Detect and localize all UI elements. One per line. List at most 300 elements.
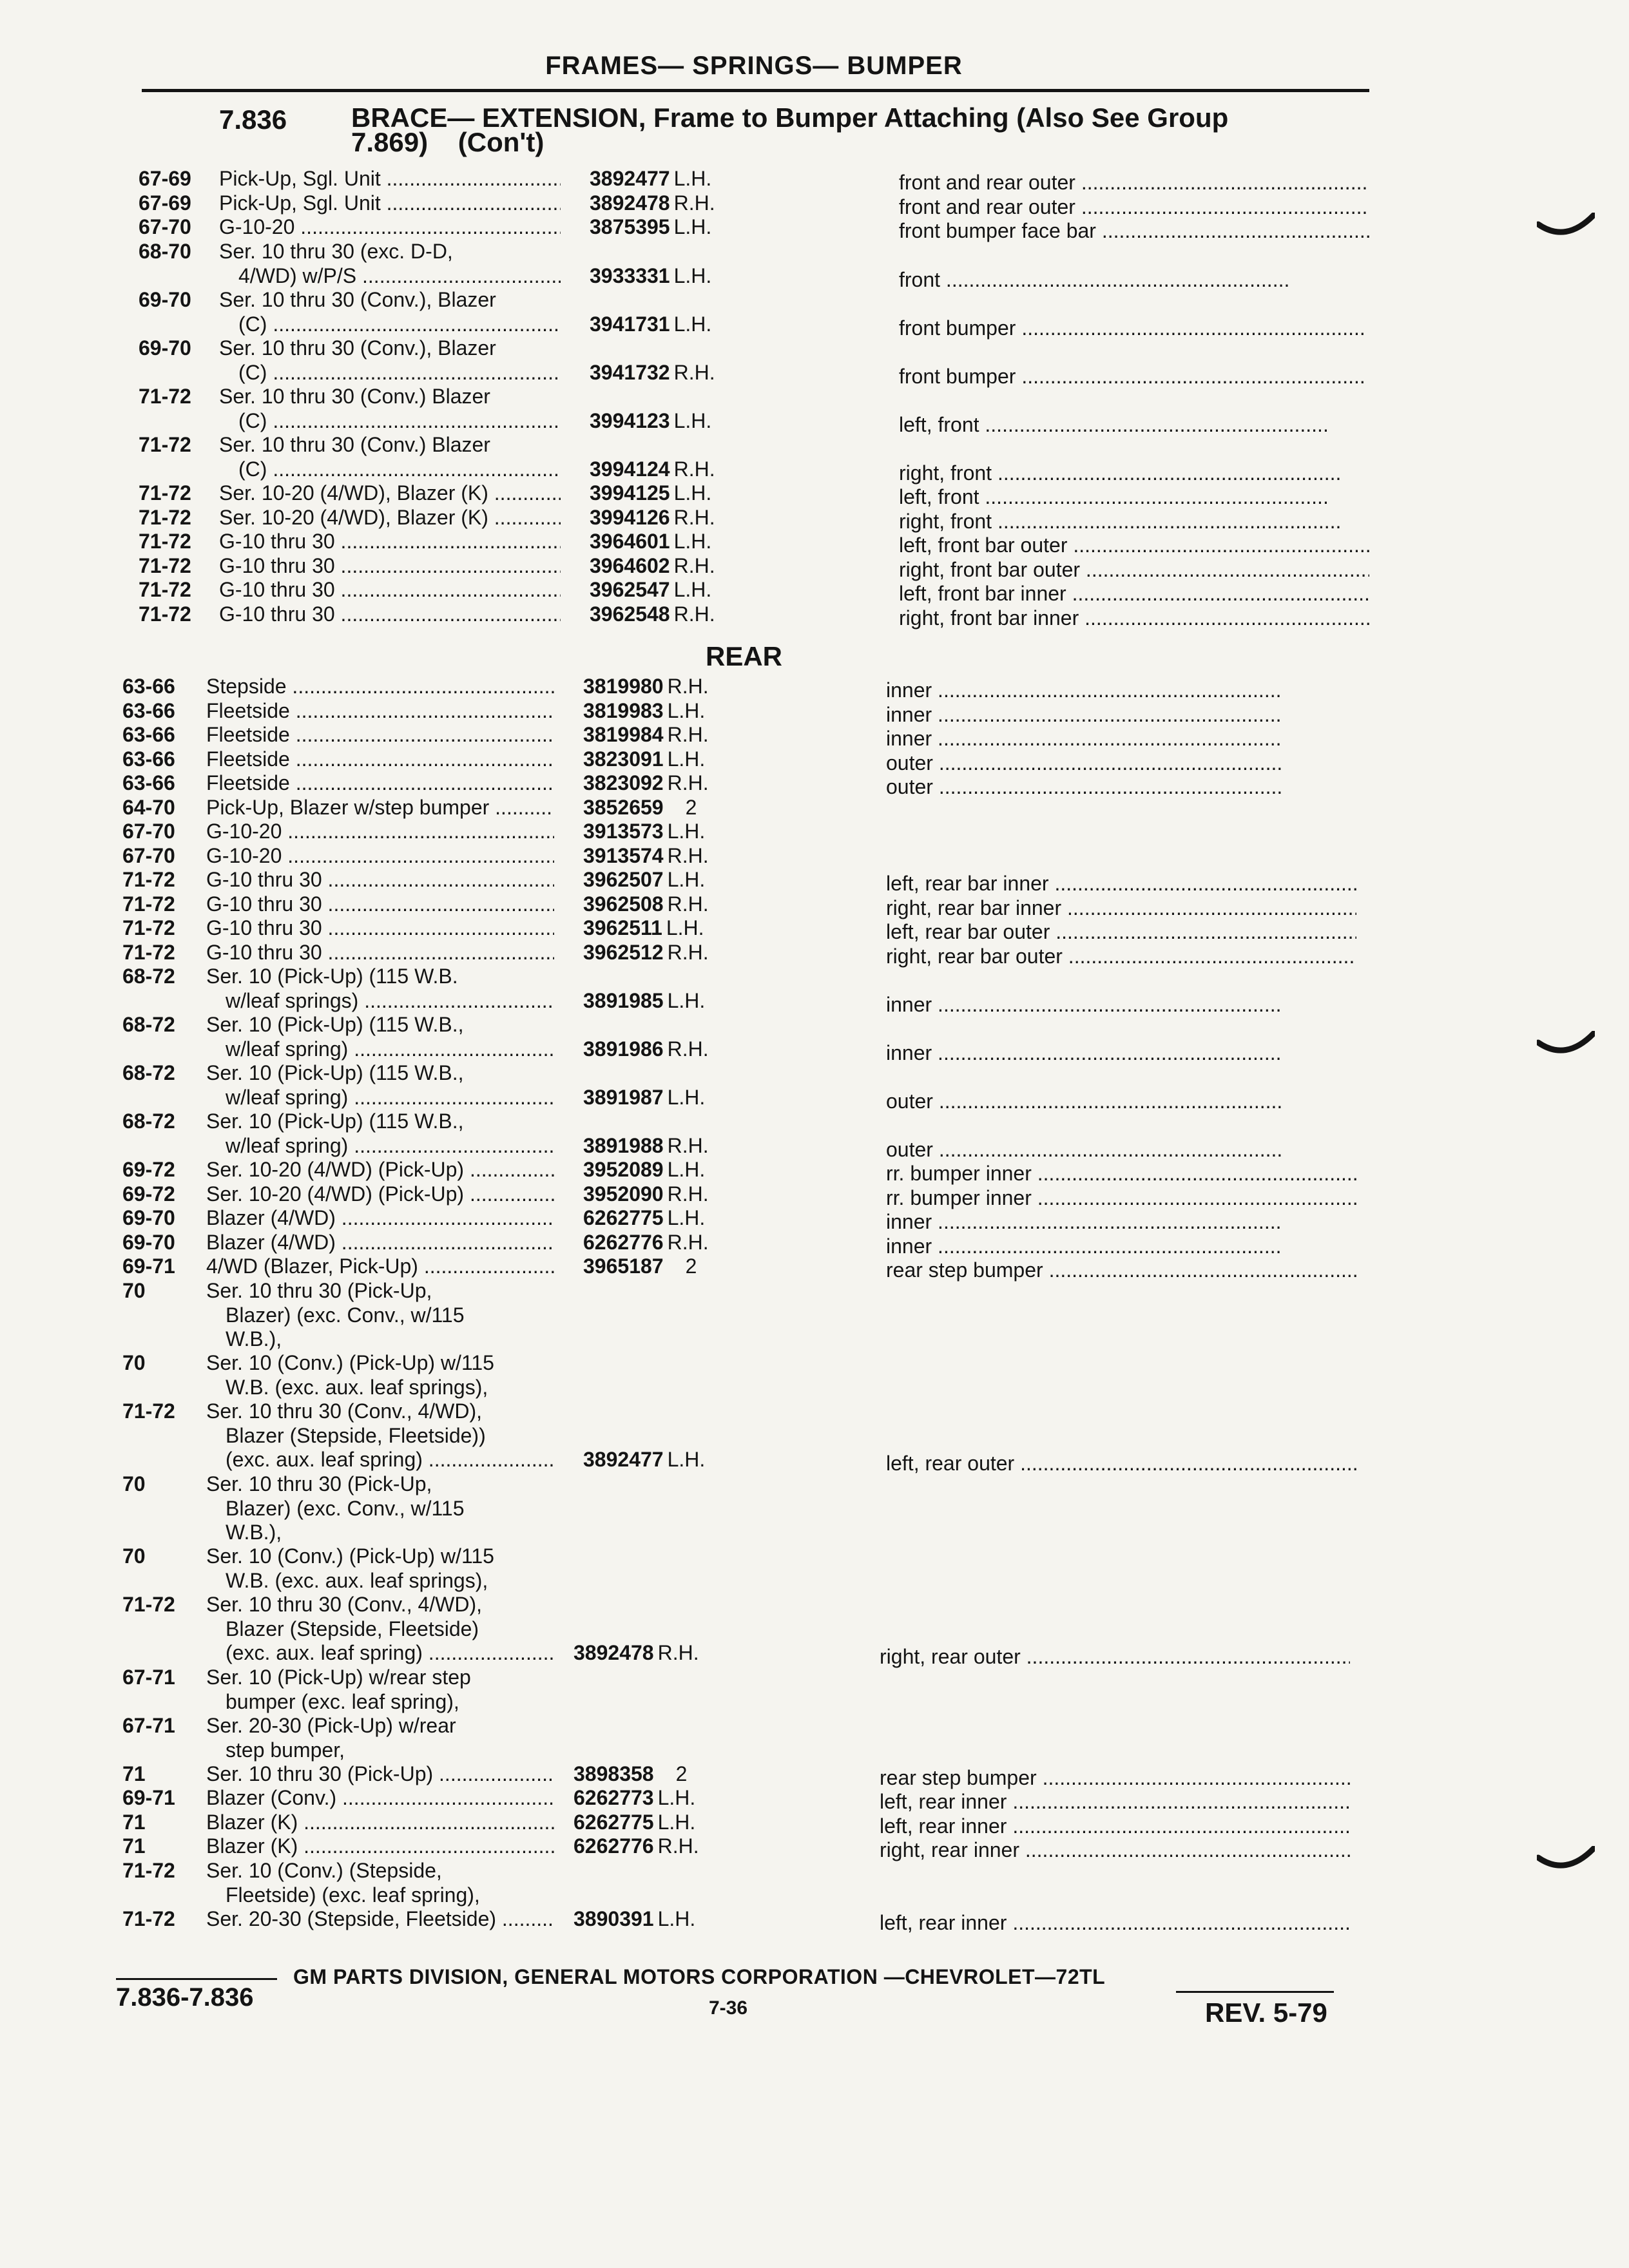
application-description: Ser. 10 (Pick-Up) (115 W.B., [206, 1013, 464, 1036]
part-number-value: 3852659 [583, 796, 664, 819]
side-or-quantity: L.H. [667, 1448, 706, 1471]
part-number-value: 3964602 [590, 554, 670, 577]
side-or-quantity: L.H. [667, 1085, 706, 1109]
application-description: bumper (exc. leaf spring), [226, 1689, 459, 1713]
position-note: front bumper face bar ..... [899, 218, 1369, 243]
part-number-value: 3823091 [583, 747, 664, 771]
part-number [590, 191, 715, 215]
section-title-line1: BRACE— EXTENSION, Frame to Bumper Attaching (Also See Group [351, 102, 1229, 133]
part-number [590, 312, 711, 336]
model-years: 69-70 [139, 336, 191, 360]
model-years: 71-72 [122, 1399, 175, 1423]
side-or-quantity: L.H. [657, 1786, 696, 1809]
application-description: Fleetside ..... [206, 747, 554, 771]
side-or-quantity: 2 [685, 1254, 697, 1278]
application-description: Blazer (K) ..... [206, 1810, 554, 1834]
application-description: Ser. 10 thru 30 (Conv., 4/WD), [206, 1399, 483, 1423]
part-number-value: 3819980 [583, 675, 664, 698]
model-years: 68-72 [122, 1110, 175, 1133]
part-number-value: 3898358 [574, 1762, 654, 1785]
model-years: 69-72 [122, 1158, 175, 1181]
position-note: front bumper ..... [899, 364, 1369, 389]
position-note: front and rear outer ..... [899, 195, 1369, 219]
part-number [583, 1206, 705, 1230]
part-number [590, 408, 711, 433]
part-number-value: 3994125 [590, 481, 670, 505]
position-note: left, rear bar inner ..... [886, 871, 1356, 896]
model-years: 67-69 [139, 167, 191, 190]
model-years: 71-72 [122, 868, 175, 891]
part-number-value: 3913573 [583, 820, 664, 843]
position-note: front ..... [899, 267, 1369, 292]
application-description: G-10 thru 30 ..... [219, 577, 561, 602]
application-description: Blazer) (exc. Conv., w/115 [226, 1303, 465, 1327]
side-or-quantity: L.H. [667, 699, 706, 722]
model-years: 71-72 [122, 941, 175, 964]
application-description: Ser. 10 thru 30 (Conv., 4/WD), [206, 1593, 483, 1616]
side-or-quantity: R.H. [667, 1133, 709, 1157]
model-years: 71-72 [122, 1593, 175, 1616]
application-description: (C) ..... [238, 360, 561, 385]
position-note: right, rear bar inner ..... [886, 896, 1356, 920]
model-years: 71-72 [139, 554, 191, 577]
part-number [590, 602, 715, 626]
part-number-value: 3962511 [583, 916, 662, 939]
side-or-quantity: 2 [685, 796, 697, 819]
model-years: 69-70 [139, 288, 191, 311]
application-description: Fleetside) (exc. leaf spring), [226, 1883, 480, 1907]
application-description: step bumper, [226, 1738, 345, 1762]
position-note: left, rear inner ..... [880, 1910, 1350, 1935]
position-note: left, front ..... [899, 485, 1369, 509]
application-description: G-10-20 ..... [206, 819, 554, 843]
part-number-value: 3962547 [590, 578, 670, 601]
side-or-quantity: R.H. [667, 844, 709, 867]
model-years: 68-72 [122, 965, 175, 988]
side-or-quantity: L.H. [667, 1158, 706, 1181]
part-number [590, 577, 711, 602]
part-number [583, 988, 705, 1013]
section-number: 7.836 [219, 104, 287, 135]
model-years: 68-70 [139, 240, 191, 263]
model-years: 71-72 [139, 385, 191, 408]
model-years: 71 [122, 1762, 146, 1785]
application-description: Ser. 10 thru 30 (Conv.) Blazer [219, 433, 490, 456]
application-description: Ser. 10 thru 30 (Pick-Up, [206, 1279, 432, 1302]
binder-hole-mark [1537, 1031, 1595, 1063]
part-number [583, 1085, 705, 1110]
part-number [590, 166, 711, 191]
application-description: (exc. aux. leaf spring) ..... [226, 1447, 554, 1472]
part-number-value: 3890391 [574, 1907, 654, 1930]
position-note: left, front ..... [899, 412, 1369, 437]
application-description: Pick-Up, Sgl. Unit ..... [219, 166, 561, 191]
part-number [583, 747, 705, 771]
model-years: 71-72 [139, 506, 191, 529]
side-or-quantity: R.H. [667, 1037, 709, 1061]
part-number-value: 3891988 [583, 1133, 664, 1157]
side-or-quantity: L.H. [673, 167, 712, 190]
part-number [583, 674, 709, 698]
application-description: G-10 thru 30 ..... [206, 940, 554, 965]
part-number [590, 457, 715, 481]
position-note: right, rear outer ..... [880, 1644, 1350, 1669]
part-number [574, 1640, 699, 1665]
application-description: G-10-20 ..... [219, 215, 561, 239]
application-description: Blazer (Conv.) ..... [206, 1785, 554, 1810]
application-description: w/leaf springs) ..... [226, 988, 554, 1013]
section-title-line2: 7.869) (Con't) [351, 127, 545, 157]
position-note: inner ..... [886, 1041, 1356, 1065]
model-years: 71-72 [122, 1859, 175, 1882]
part-number [590, 553, 715, 578]
position-note: rear step bumper ..... [886, 1258, 1356, 1282]
side-or-quantity: R.H. [673, 602, 715, 626]
application-description: 4/WD (Blazer, Pick-Up) ..... [206, 1254, 554, 1278]
model-years: 63-66 [122, 723, 175, 746]
side-or-quantity: R.H. [673, 506, 715, 529]
model-years: 67-70 [139, 215, 191, 238]
model-years: 67-70 [122, 844, 175, 867]
position-note: left, rear inner ..... [880, 1789, 1350, 1814]
model-years: 64-70 [122, 796, 175, 819]
model-years: 71-72 [139, 578, 191, 601]
position-note: outer ..... [886, 1089, 1356, 1113]
position-note: outer ..... [886, 751, 1356, 775]
position-note: right, front bar outer ..... [899, 557, 1369, 582]
footer-revision: REV. 5-79 [1205, 1997, 1327, 2028]
side-or-quantity: L.H. [667, 1206, 706, 1229]
application-description: Blazer (Stepside, Fleetside) [226, 1617, 479, 1640]
part-number [583, 1182, 709, 1206]
part-number [583, 722, 709, 747]
part-number [583, 795, 697, 820]
side-or-quantity: R.H. [657, 1641, 699, 1664]
part-number [574, 1762, 687, 1786]
position-note: right, front ..... [899, 509, 1369, 533]
side-or-quantity: L.H. [673, 481, 712, 505]
model-years: 67-69 [139, 191, 191, 215]
position-note: rr. bumper inner ..... [886, 1161, 1356, 1186]
part-number-value: 3952089 [583, 1158, 664, 1181]
part-number [583, 1133, 709, 1158]
part-number [583, 698, 705, 723]
application-description: Blazer (K) ..... [206, 1834, 554, 1858]
model-years: 71-72 [122, 916, 175, 939]
application-description: (C) ..... [238, 457, 561, 481]
application-description: W.B. (exc. aux. leaf springs), [226, 1375, 488, 1399]
application-description: (C) ..... [238, 408, 561, 433]
part-number-value: 3994124 [590, 457, 670, 481]
application-description: Blazer (4/WD) ..... [206, 1230, 554, 1254]
part-number-value: 3892477 [583, 1448, 664, 1471]
model-years: 68-72 [122, 1061, 175, 1084]
position-note: rear step bumper ..... [880, 1765, 1350, 1790]
part-number-value: 3994123 [590, 408, 670, 432]
side-or-quantity: L.H. [657, 1811, 696, 1834]
side-or-quantity: L.H. [673, 215, 712, 238]
application-description: Blazer) (exc. Conv., w/115 [226, 1496, 465, 1520]
application-description: Ser. 10 (Pick-Up) w/rear step [206, 1666, 471, 1689]
model-years: 69-71 [122, 1254, 175, 1278]
footer-rule-left [116, 1978, 277, 1980]
side-or-quantity: L.H. [667, 988, 706, 1012]
model-years: 70 [122, 1279, 146, 1302]
model-years: 67-71 [122, 1714, 175, 1737]
side-or-quantity: L.H. [667, 868, 706, 891]
model-years: 71-72 [122, 1907, 175, 1930]
model-years: 63-66 [122, 747, 175, 771]
part-number [583, 1254, 697, 1278]
application-description: (C) ..... [238, 312, 561, 336]
side-or-quantity: L.H. [667, 820, 706, 843]
footer-rule-right [1176, 1991, 1334, 1993]
application-description: Ser. 10 thru 30 (Pick-Up, [206, 1472, 432, 1495]
position-note: outer ..... [886, 1137, 1356, 1162]
side-or-quantity: R.H. [667, 941, 709, 964]
application-description: w/leaf spring) ..... [226, 1037, 554, 1061]
binder-hole-mark [1537, 213, 1595, 245]
application-description: w/leaf spring) ..... [226, 1133, 554, 1158]
position-note: left, rear inner ..... [880, 1814, 1350, 1838]
part-number-value: 3891987 [583, 1085, 664, 1109]
model-years: 69-71 [122, 1786, 175, 1809]
side-or-quantity: R.H. [673, 360, 715, 384]
model-years: 69-70 [122, 1231, 175, 1254]
part-number [574, 1810, 695, 1834]
application-description: Ser. 10 (Pick-Up) (115 W.B., [206, 1061, 464, 1084]
position-note: inner ..... [886, 678, 1356, 702]
model-years: 70 [122, 1472, 146, 1495]
application-description: G-10 thru 30 ..... [206, 916, 554, 940]
part-number [590, 481, 711, 505]
side-or-quantity: L.H. [673, 312, 712, 336]
position-note: left, front bar inner ..... [899, 581, 1369, 606]
part-number-value: 3952090 [583, 1182, 664, 1206]
part-number [574, 1834, 699, 1858]
part-number [583, 843, 709, 868]
application-description: w/leaf spring) ..... [226, 1085, 554, 1110]
part-number-value: 3823092 [583, 771, 664, 794]
part-number [590, 529, 711, 553]
part-number-value: 3994126 [590, 506, 670, 529]
application-description: Ser. 10-20 (4/WD), Blazer (K) ..... [219, 481, 561, 505]
application-description: Ser. 10-20 (4/WD) (Pick-Up) ..... [206, 1182, 554, 1206]
footer-range: 7.836-7.836 [116, 1983, 254, 2012]
application-description: G-10 thru 30 ..... [206, 867, 554, 892]
model-years: 71-72 [139, 530, 191, 553]
application-description: Ser. 10 thru 30 (Conv.), Blazer [219, 288, 496, 311]
application-description: Ser. 10 (Conv.) (Pick-Up) w/115 [206, 1351, 494, 1374]
part-number [583, 892, 709, 916]
application-description: Fleetside ..... [206, 698, 554, 723]
position-note: inner ..... [886, 726, 1356, 751]
side-or-quantity: R.H. [667, 892, 709, 916]
model-years: 63-66 [122, 771, 175, 794]
part-number-value: 3875395 [590, 215, 670, 238]
position-note: front and rear outer ..... [899, 170, 1369, 195]
position-note: outer ..... [886, 774, 1356, 799]
part-number [583, 1230, 709, 1254]
model-years: 71 [122, 1834, 146, 1858]
side-or-quantity: L.H. [657, 1907, 696, 1930]
side-or-quantity: R.H. [673, 554, 715, 577]
part-number-value: 6262775 [583, 1206, 664, 1229]
side-or-quantity: L.H. [673, 264, 712, 287]
part-number-value: 3941732 [590, 360, 670, 384]
part-number [590, 360, 715, 385]
side-or-quantity: R.H. [673, 191, 715, 215]
side-or-quantity: L.H. [666, 916, 704, 939]
part-number-value: 3962507 [583, 868, 664, 891]
part-number-value: 3819983 [583, 699, 664, 722]
part-number-value: 3962512 [583, 941, 664, 964]
application-description: Ser. 10 (Conv.) (Stepside, [206, 1859, 442, 1882]
footer-page-number: 7-36 [709, 1997, 748, 2019]
model-years: 71-72 [139, 481, 191, 505]
application-description: Blazer (4/WD) ..... [206, 1206, 554, 1230]
model-years: 71-72 [139, 433, 191, 456]
part-number-value: 3964601 [590, 530, 670, 553]
side-or-quantity: 2 [675, 1762, 688, 1785]
position-note: inner ..... [886, 1234, 1356, 1258]
section-title [351, 102, 1318, 157]
model-years: 71-72 [122, 892, 175, 916]
application-description: Ser. 10-20 (4/WD), Blazer (K) ..... [219, 505, 561, 530]
model-years: 70 [122, 1351, 146, 1374]
application-description: W.B. (exc. aux. leaf springs), [226, 1568, 488, 1592]
model-years: 68-72 [122, 1013, 175, 1036]
position-note: right, front ..... [899, 461, 1369, 485]
side-or-quantity: L.H. [673, 408, 712, 432]
part-number-value: 3891985 [583, 988, 664, 1012]
application-description: G-10-20 ..... [206, 843, 554, 868]
page-header: FRAMES— SPRINGS— BUMPER [545, 52, 963, 80]
position-note: right, rear inner ..... [880, 1838, 1350, 1862]
part-number [583, 940, 709, 965]
position-note: right, rear bar outer ..... [886, 944, 1356, 968]
application-description: G-10 thru 30 ..... [206, 892, 554, 916]
side-or-quantity: R.H. [667, 1231, 709, 1254]
part-number-value: 3962508 [583, 892, 664, 916]
application-description: Ser. 10-20 (4/WD) (Pick-Up) ..... [206, 1157, 554, 1182]
model-years: 67-70 [122, 820, 175, 843]
application-description: Pick-Up, Sgl. Unit ..... [219, 191, 561, 215]
position-note: left, front bar outer ..... [899, 533, 1369, 557]
binder-hole-mark [1537, 1846, 1595, 1878]
position-note: inner ..... [886, 1209, 1356, 1234]
position-note: left, rear outer ..... [886, 1451, 1356, 1475]
application-description: Ser. 10 thru 30 (Conv.) Blazer [219, 385, 490, 408]
part-number [583, 916, 704, 940]
application-description: Ser. 10 thru 30 (Pick-Up) ..... [206, 1762, 554, 1786]
model-years: 71-72 [139, 602, 191, 626]
side-or-quantity: L.H. [673, 578, 712, 601]
part-number-value: 3892478 [574, 1641, 654, 1664]
application-description: Ser. 10 (Conv.) (Pick-Up) w/115 [206, 1544, 494, 1568]
side-or-quantity: R.H. [667, 675, 709, 698]
application-description: Pick-Up, Blazer w/step bumper ..... [206, 795, 554, 820]
model-years: 67-71 [122, 1666, 175, 1689]
part-number [583, 819, 705, 843]
application-description: Fleetside ..... [206, 722, 554, 747]
application-description: Ser. 20-30 (Stepside, Fleetside) ..... [206, 1907, 554, 1931]
position-note: left, rear bar outer ..... [886, 919, 1356, 944]
model-years: 69-70 [122, 1206, 175, 1229]
part-number-value: 3941731 [590, 312, 670, 336]
application-description: (exc. aux. leaf spring) ..... [226, 1640, 554, 1665]
part-number [583, 771, 709, 795]
model-years: 63-66 [122, 699, 175, 722]
part-number-value: 3892478 [590, 191, 670, 215]
model-years: 71 [122, 1811, 146, 1834]
application-description: Ser. 10 (Pick-Up) (115 W.B. [206, 965, 458, 988]
application-description: W.B.), [226, 1521, 282, 1544]
part-number-value: 3965187 [583, 1254, 664, 1278]
part-number-value: 6262775 [574, 1811, 654, 1834]
part-number-value: 3891986 [583, 1037, 664, 1061]
application-description: G-10 thru 30 ..... [219, 602, 561, 626]
part-number-value: 3819984 [583, 723, 664, 746]
side-or-quantity: R.H. [667, 771, 709, 794]
side-or-quantity: L.H. [673, 530, 712, 553]
part-number [590, 215, 711, 239]
part-number [583, 867, 705, 892]
application-description: Blazer (Stepside, Fleetside)) [226, 1423, 486, 1447]
side-or-quantity: R.H. [667, 1182, 709, 1206]
position-note: rr. bumper inner ..... [886, 1186, 1356, 1210]
application-description: W.B.), [226, 1327, 282, 1350]
part-number-value: 6262776 [583, 1231, 664, 1254]
part-number-value: 3933331 [590, 264, 670, 287]
application-description: G-10 thru 30 ..... [219, 553, 561, 578]
side-or-quantity: R.H. [667, 723, 709, 746]
application-description: Ser. 10 thru 30 (Conv.), Blazer [219, 336, 496, 360]
side-or-quantity: R.H. [657, 1834, 699, 1858]
position-note: right, front bar inner ..... [899, 606, 1369, 630]
application-description: Ser. 20-30 (Pick-Up) w/rear [206, 1714, 456, 1737]
part-number [583, 1157, 705, 1182]
model-years: 63-66 [122, 675, 175, 698]
part-number-value: 3962548 [590, 602, 670, 626]
part-number-value: 3892477 [590, 167, 670, 190]
part-number-value: 3913574 [583, 844, 664, 867]
part-number-value: 6262776 [574, 1834, 654, 1858]
part-number [590, 505, 715, 530]
application-description: 4/WD) w/P/S ..... [238, 264, 561, 288]
side-or-quantity: R.H. [673, 457, 715, 481]
part-number-value: 6262773 [574, 1786, 654, 1809]
model-years: 70 [122, 1544, 146, 1568]
part-number [574, 1785, 695, 1810]
footer-corporation: GM PARTS DIVISION, GENERAL MOTORS CORPORATION —CHEVROLET—72TL [293, 1965, 1106, 1988]
application-description: Fleetside ..... [206, 771, 554, 795]
application-description: G-10 thru 30 ..... [219, 529, 561, 553]
side-or-quantity: L.H. [667, 747, 706, 771]
position-note: inner ..... [886, 992, 1356, 1017]
part-number [574, 1907, 695, 1931]
application-description: Ser. 10 thru 30 (exc. D-D, [219, 240, 453, 263]
header-rule [142, 89, 1369, 92]
part-number [590, 264, 711, 288]
application-description: Ser. 10 (Pick-Up) (115 W.B., [206, 1110, 464, 1133]
part-number [583, 1447, 705, 1472]
subheading-rear: REAR [706, 641, 783, 671]
position-note: front bumper ..... [899, 316, 1369, 340]
application-description: Stepside ..... [206, 674, 554, 698]
position-note: inner ..... [886, 702, 1356, 727]
model-years: 69-72 [122, 1182, 175, 1206]
